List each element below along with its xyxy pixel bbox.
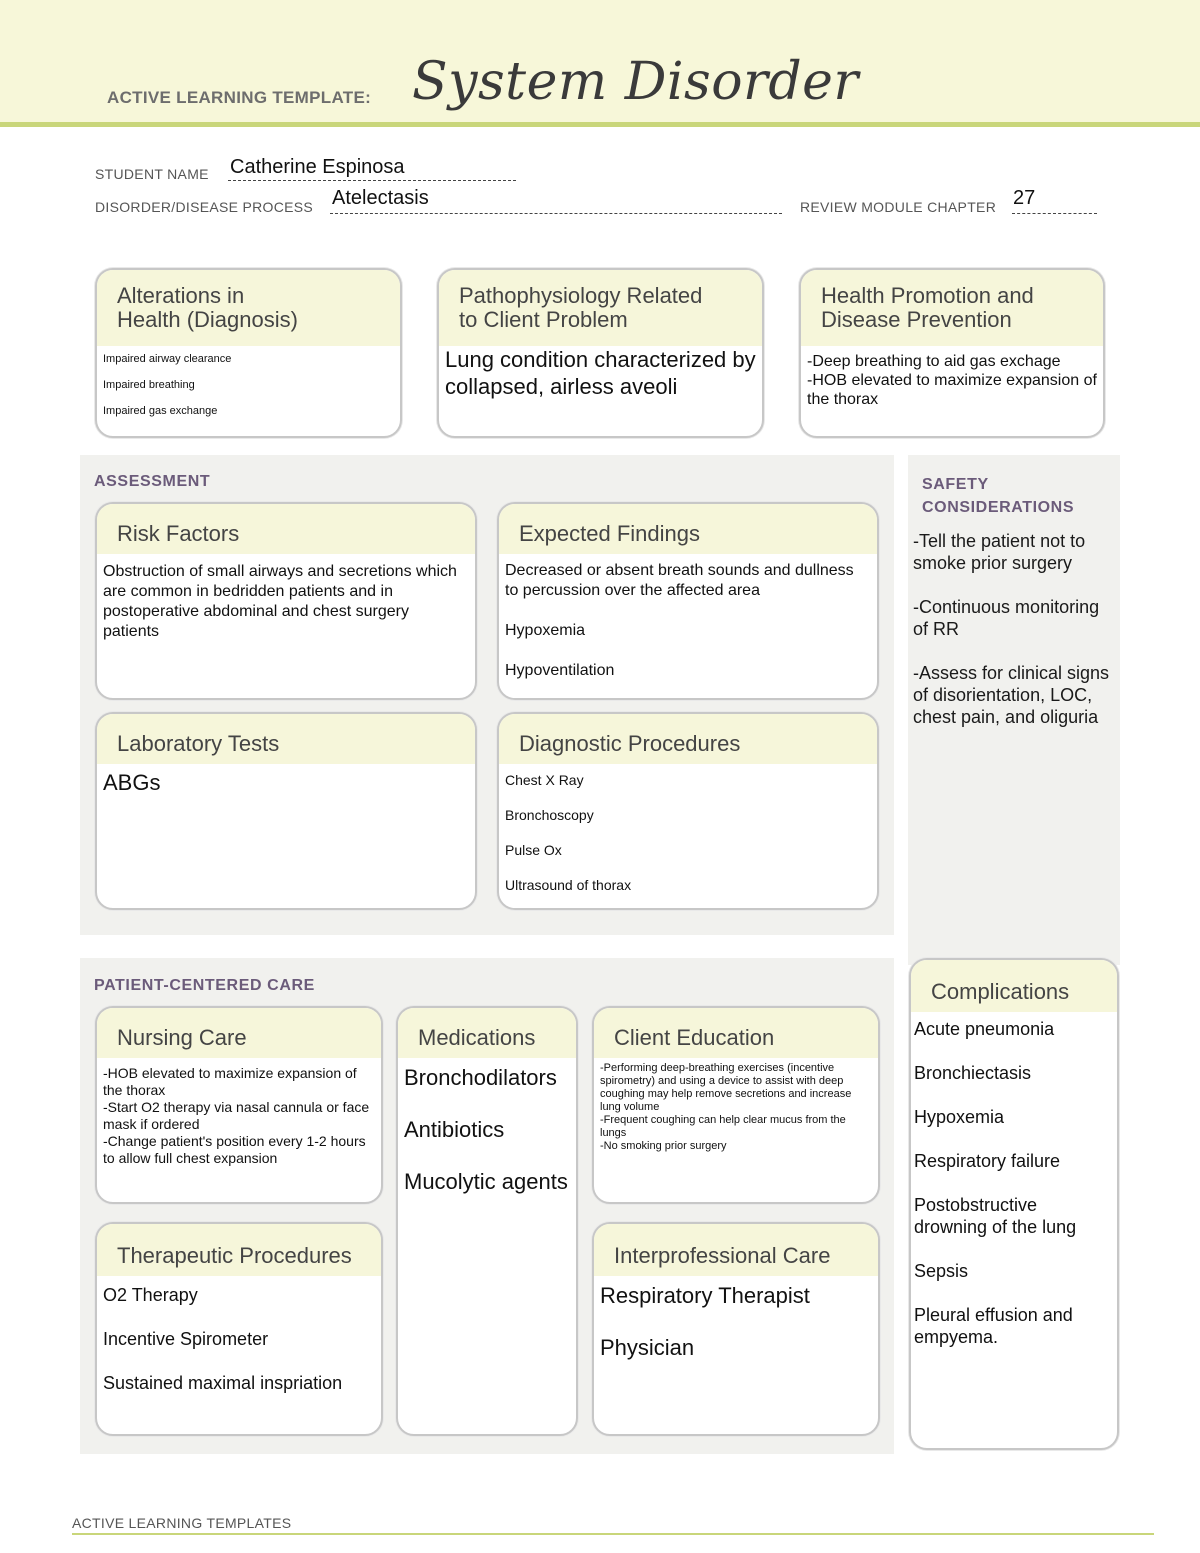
complications-item: Pleural effusion and empyema.	[914, 1305, 1073, 1347]
safety-heading-line2: CONSIDERATIONS	[922, 499, 1075, 516]
diagnostic-procedures-item: Pulse Ox	[505, 842, 562, 858]
risk-factors-text: Obstruction of small airways and secretions which are common in bedridden patients and in postoperative abdominal and chest surgery patients	[103, 563, 457, 640]
diagnostic-procedures-card	[497, 712, 879, 910]
health-promotion-title-line1: Health Promotion and	[821, 283, 1034, 308]
complications-item: Respiratory failure	[914, 1151, 1061, 1171]
pathophysiology-title-line1: Pathophysiology Related	[459, 283, 703, 308]
client-education-title: Client Education	[594, 1008, 878, 1058]
laboratory-tests-item: ABGs	[103, 770, 161, 795]
diagnostic-procedures-item: Bronchoscopy	[505, 807, 594, 823]
interprofessional-care-item: Respiratory Therapist	[600, 1283, 810, 1308]
laboratory-tests-card	[95, 712, 477, 910]
medications-item: Bronchodilators	[404, 1065, 557, 1090]
medications-item: Antibiotics	[404, 1117, 505, 1142]
health-promotion-item: -Deep breathing to aid gas exchage	[807, 353, 1061, 370]
complications-title: Complications	[911, 960, 1117, 1012]
complications-card	[909, 958, 1119, 1450]
safety-heading-line1: SAFETY	[922, 476, 989, 493]
laboratory-tests-title: Laboratory Tests	[97, 714, 475, 764]
nursing-care-item: -HOB elevated to maximize expansion of the thorax	[103, 1065, 357, 1098]
expected-findings-item: Hypoventilation	[505, 662, 615, 679]
safety-list	[913, 530, 1113, 728]
health-promotion-card	[799, 268, 1105, 438]
therapeutic-procedures-item: O2 Therapy	[103, 1285, 198, 1305]
chapter-value[interactable]: 27	[1013, 187, 1036, 209]
assessment-heading: ASSESSMENT	[94, 473, 211, 490]
client-education-item: -Frequent coughing can help clear mucus from the lungs	[600, 1114, 846, 1139]
disorder-value[interactable]: Atelectasis	[332, 187, 429, 209]
nursing-care-item: -Change patient's position every 1-2 hours to allow full chest expansion	[103, 1133, 366, 1166]
client-education-card	[592, 1006, 880, 1204]
safety-item: -Assess for clinical signs of disorientation, LOC, chest pain, and oliguria	[913, 663, 1110, 727]
expected-findings-card	[497, 502, 879, 700]
safety-item: -Tell the patient not to smoke prior surgery	[913, 531, 1086, 573]
nursing-care-card	[95, 1006, 383, 1204]
therapeutic-procedures-card	[95, 1222, 383, 1436]
alterations-card	[95, 268, 402, 438]
interprofessional-care-card	[592, 1222, 880, 1436]
therapeutic-procedures-title: Therapeutic Procedures	[97, 1224, 381, 1276]
expected-findings-item: Hypoxemia	[505, 622, 586, 639]
interprofessional-care-item: Physician	[600, 1335, 695, 1360]
alterations-item: Impaired breathing	[103, 379, 195, 391]
therapeutic-procedures-item: Sustained maximal inspriation	[103, 1373, 343, 1393]
disorder-line	[330, 213, 782, 214]
risk-factors-title: Risk Factors	[97, 504, 475, 554]
student-name-line	[228, 180, 516, 181]
nursing-care-item: -Start O2 therapy via nasal cannula or face mask if ordered	[103, 1099, 370, 1132]
disorder-label: DISORDER/DISEASE PROCESS	[95, 199, 314, 215]
medications-title: Medications	[398, 1008, 576, 1058]
pathophysiology-title-line2: to Client Problem	[459, 307, 628, 332]
footer-text: ACTIVE LEARNING TEMPLATES	[72, 1515, 292, 1531]
complications-item: Hypoxemia	[914, 1107, 1005, 1127]
complications-item: Sepsis	[914, 1261, 969, 1281]
template-title: System Disorder	[412, 52, 859, 112]
nursing-care-title: Nursing Care	[97, 1008, 381, 1058]
complications-item: Postobstructive drowning of the lung	[914, 1195, 1077, 1237]
patient-care-heading: PATIENT-CENTERED CARE	[94, 977, 315, 994]
alterations-item: Impaired airway clearance	[103, 353, 232, 365]
client-education-item: -No smoking prior surgery	[600, 1140, 727, 1152]
alterations-item: Impaired gas exchange	[103, 405, 218, 417]
expected-findings-title: Expected Findings	[499, 504, 877, 554]
header-rule	[0, 122, 1200, 127]
health-promotion-title-line2: Disease Prevention	[821, 307, 1012, 332]
alterations-title-line2: Health (Diagnosis)	[117, 307, 298, 332]
complications-item: Bronchiectasis	[914, 1063, 1032, 1083]
template-label: ACTIVE LEARNING TEMPLATE:	[107, 88, 372, 107]
therapeutic-procedures-item: Incentive Spirometer	[103, 1329, 269, 1349]
pathophysiology-text: Lung condition characterized by collapsed, airless aveoli	[445, 347, 756, 399]
health-promotion-item: -HOB elevated to maximize expansion of the thorax	[807, 372, 1097, 408]
diagnostic-procedures-item: Ultrasound of thorax	[505, 877, 632, 893]
footer-rule	[72, 1533, 1154, 1535]
safety-heading	[922, 473, 1074, 519]
diagnostic-procedures-title: Diagnostic Procedures	[499, 714, 877, 764]
expected-findings-item: Decreased or absent breath sounds and dullness to percussion over the affected area	[505, 562, 854, 599]
medications-item: Mucolytic agents	[404, 1169, 568, 1194]
client-education-item: -Performing deep-breathing exercises (incentive spirometry) and using a device to assist with deep coughing may help remove secretions and increase lung volume	[600, 1062, 852, 1113]
alterations-title-line1: Alterations in	[117, 283, 245, 308]
risk-factors-card	[95, 502, 477, 700]
complications-item: Acute pneumonia	[914, 1019, 1055, 1039]
student-name-label: STUDENT NAME	[95, 166, 209, 182]
diagnostic-procedures-item: Chest X Ray	[505, 772, 584, 788]
safety-item: -Continuous monitoring of RR	[913, 597, 1100, 639]
student-name-value[interactable]: Catherine Espinosa	[230, 156, 405, 178]
medications-card	[396, 1006, 578, 1436]
pathophysiology-card	[437, 268, 764, 438]
interprofessional-care-title: Interprofessional Care	[594, 1224, 878, 1276]
chapter-label: REVIEW MODULE CHAPTER	[800, 199, 997, 215]
chapter-line	[1012, 213, 1097, 214]
